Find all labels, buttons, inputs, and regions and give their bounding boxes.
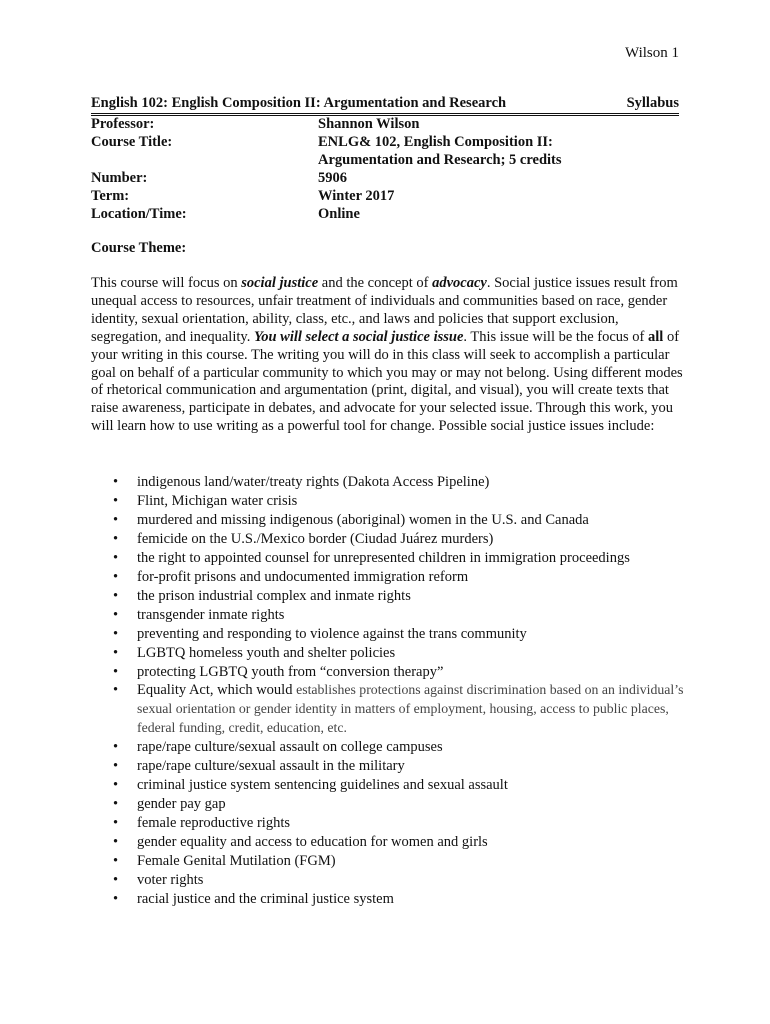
emphasis-all: all	[648, 328, 664, 345]
document-type-label: Syllabus	[626, 95, 679, 111]
list-item	[91, 890, 691, 909]
running-head: Wilson 1	[625, 45, 679, 61]
list-item	[91, 568, 691, 587]
bullet-icon: •	[113, 606, 119, 623]
info-label: Location/Time:	[91, 206, 187, 222]
info-value: Online	[318, 206, 360, 222]
list-item	[91, 757, 691, 776]
list-item	[91, 833, 691, 852]
bullet-icon: •	[113, 644, 119, 661]
document-title-row	[91, 94, 679, 116]
list-item	[91, 871, 691, 890]
bullet-icon: •	[113, 682, 119, 699]
info-label: Course Title:	[91, 134, 173, 150]
list-item	[91, 776, 691, 795]
list-item-text: the right to appointed counsel for unrepresented children in immigration proceedings	[137, 549, 630, 566]
course-info-block	[91, 115, 598, 223]
info-label: Professor:	[91, 116, 155, 132]
course-theme-paragraph	[91, 275, 688, 436]
paragraph-text: of your writing in this course. The writing you will do in this class will seek to accomplish a particular goal on behalf of a particular community to which you may or may not belong. Using different modes of rhetorical communication and argumentation (print, digital, and visual), you will create texts that raise awareness, participate in debates, and advocate for your selected issue. Through this work, you will learn how to use writing as a powerful tool for change. Possible social justice issues include:	[91, 328, 683, 435]
list-item-text: gender equality and access to education for women and girls	[137, 834, 488, 851]
list-item	[91, 625, 691, 644]
list-item	[91, 681, 691, 738]
list-item	[91, 738, 691, 757]
list-item-text: female reproductive rights	[137, 815, 290, 832]
list-item	[91, 606, 691, 625]
list-item-text: rape/rape culture/sexual assault on college campuses	[137, 739, 443, 756]
info-row-course-title	[91, 133, 598, 151]
info-label: Number:	[91, 170, 148, 186]
list-item-text-continuation: establishes protections against discrimination based on an individual’s sexual orientation or gender identity in matters of employment, housing, access to public places, federal funding, credit, education, etc.	[137, 682, 684, 736]
bullet-icon: •	[113, 530, 119, 547]
list-item	[91, 511, 691, 530]
info-row-location-time	[91, 205, 598, 223]
paragraph-text: and the concept of	[318, 275, 433, 291]
list-item-text: rape/rape culture/sexual assault in the military	[137, 758, 405, 775]
list-item-text: gender pay gap	[137, 796, 226, 813]
list-item-text: murdered and missing indigenous (aboriginal) women in the U.S. and Canada	[137, 511, 589, 528]
bullet-icon: •	[113, 853, 119, 870]
list-item-text: voter rights	[137, 872, 204, 889]
list-item-text: the prison industrial complex and inmate rights	[137, 587, 411, 604]
list-item	[91, 549, 691, 568]
emphasis-select-issue: You will select a social justice issue	[253, 328, 464, 345]
bullet-icon: •	[113, 890, 119, 907]
bullet-icon: •	[113, 834, 119, 851]
list-item	[91, 795, 691, 814]
list-item-text: protecting LGBTQ youth from “conversion therapy”	[137, 663, 444, 680]
bullet-icon: •	[113, 739, 119, 756]
list-item-text: criminal justice system sentencing guidelines and sexual assault	[137, 777, 508, 794]
bullet-icon: •	[113, 511, 119, 528]
list-item-text: indigenous land/water/treaty rights (Dakota Access Pipeline)	[137, 474, 490, 490]
emphasis-advocacy: advocacy	[432, 275, 487, 291]
bullet-icon: •	[113, 663, 119, 680]
bullet-icon: •	[113, 549, 119, 566]
list-item-text: Female Genital Mutilation (FGM)	[137, 853, 336, 870]
bullet-icon: •	[113, 777, 119, 794]
info-label: Term:	[91, 188, 130, 204]
bullet-icon: •	[113, 492, 119, 509]
bullet-icon: •	[113, 474, 119, 490]
list-item	[91, 492, 691, 511]
bullet-icon: •	[113, 796, 119, 813]
info-value: Argumentation and Research; 5 credits	[318, 152, 562, 168]
list-item	[91, 663, 691, 682]
list-item	[91, 587, 691, 606]
info-value: Winter 2017	[318, 188, 395, 204]
info-value: 5906	[318, 170, 347, 186]
course-title-heading: English 102: English Composition II: Argumentation and Research	[91, 95, 507, 111]
bullet-icon: •	[113, 758, 119, 775]
social-justice-issues-list	[91, 473, 691, 909]
info-value: ENLG& 102, English Composition II:	[318, 134, 553, 150]
paragraph-text: . Social justice issues result from unequal access to resources, unfair treatment of individuals and communities based on race, gender identity, sexual orientation, ability, class, etc., and laws and policies that support exclusion, segregation, and inequality.	[91, 275, 678, 345]
bullet-icon: •	[113, 625, 119, 642]
list-item	[91, 814, 691, 833]
list-item-text: femicide on the U.S./Mexico border (Ciudad Juárez murders)	[137, 530, 494, 547]
list-item-text: Equality Act, which would	[137, 682, 297, 699]
info-row-course-title-cont	[91, 151, 598, 169]
paragraph-text: This course will focus on	[91, 275, 242, 291]
bullet-icon: •	[113, 872, 119, 889]
bullet-icon: •	[113, 815, 119, 832]
info-row-number	[91, 169, 598, 187]
list-item-text: Flint, Michigan water crisis	[137, 492, 298, 509]
list-item	[91, 644, 691, 663]
emphasis-social-justice: social justice	[241, 275, 319, 291]
list-item	[91, 852, 691, 871]
bullet-icon: •	[113, 568, 119, 585]
paragraph-text: . This issue will be the focus of	[463, 328, 648, 345]
list-item-text: transgender inmate rights	[137, 606, 285, 623]
bullet-icon: •	[113, 587, 119, 604]
info-label	[91, 151, 318, 169]
list-item-text: racial justice and the criminal justice system	[137, 890, 394, 907]
list-item	[91, 530, 691, 549]
info-row-professor	[91, 115, 598, 133]
list-item-text: preventing and responding to violence against the trans community	[137, 625, 527, 642]
list-item-text: for-profit prisons and undocumented immigration reform	[137, 568, 469, 585]
course-theme-heading: Course Theme:	[91, 240, 187, 256]
info-row-term	[91, 187, 598, 205]
list-item-text: LGBTQ homeless youth and shelter policies	[137, 644, 396, 661]
list-item	[91, 473, 691, 492]
info-value: Shannon Wilson	[318, 116, 420, 132]
